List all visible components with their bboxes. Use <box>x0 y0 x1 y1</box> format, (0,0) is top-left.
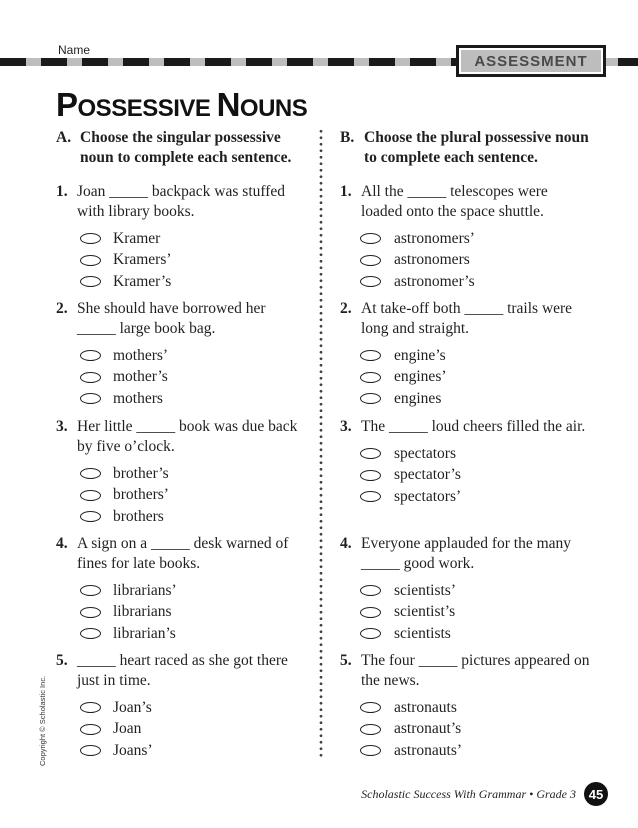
answer-option[interactable] <box>340 486 590 508</box>
answer-bubble-icon[interactable] <box>80 468 101 479</box>
section-a <box>56 128 306 759</box>
column-divider <box>319 128 323 760</box>
answer-option[interactable] <box>56 740 306 762</box>
answer-option[interactable] <box>340 388 590 410</box>
question-b4 <box>340 534 590 645</box>
answer-option[interactable] <box>340 228 590 250</box>
question-number: 5. <box>340 652 352 669</box>
answer-option[interactable] <box>56 602 306 624</box>
answer-bubble-icon[interactable] <box>80 255 101 266</box>
answer-bubble-icon[interactable] <box>360 607 381 618</box>
answer-bubble-icon[interactable] <box>80 372 101 383</box>
answer-option-label: Kramer’s <box>113 272 172 290</box>
question-b1 <box>340 182 590 293</box>
title-initial-p: P <box>56 86 78 123</box>
answer-option[interactable] <box>56 485 306 507</box>
question-number: 4. <box>340 535 352 552</box>
answer-bubble-icon[interactable] <box>80 724 101 735</box>
answer-option-label: Joans’ <box>113 741 153 759</box>
answer-option-label: astronomers <box>394 251 470 269</box>
answer-option[interactable] <box>56 271 306 293</box>
question-b3 <box>340 417 590 508</box>
answer-bubble-icon[interactable] <box>360 372 381 383</box>
answer-option-label: astronauts <box>394 698 457 716</box>
answer-option[interactable] <box>340 345 590 367</box>
assessment-badge-label: ASSESSMENT <box>461 50 601 72</box>
answer-option-label: astronomer’s <box>394 272 475 290</box>
answer-option-label: Joan’s <box>113 698 152 716</box>
answer-option[interactable] <box>340 580 590 602</box>
question-number: 2. <box>56 300 68 317</box>
question-stem: All the _____ telescopes were loaded onto the space shuttle. <box>361 183 548 220</box>
answer-option[interactable] <box>56 228 306 250</box>
answer-option-label: brothers’ <box>113 486 169 504</box>
question-b2 <box>340 299 590 410</box>
assessment-badge <box>456 45 606 77</box>
question-stem: A sign on a _____ desk warned of fines for late books. <box>77 535 289 572</box>
answer-bubble-icon[interactable] <box>80 702 101 713</box>
page-title <box>56 86 307 124</box>
question-number: 3. <box>340 418 352 435</box>
answer-option[interactable] <box>56 345 306 367</box>
section-a-instruction <box>56 128 306 168</box>
question-stem: The four _____ pictures appeared on the news. <box>361 652 590 689</box>
answer-option[interactable] <box>340 623 590 645</box>
question-number: 1. <box>56 183 68 200</box>
answer-option[interactable] <box>56 697 306 719</box>
answer-bubble-icon[interactable] <box>360 255 381 266</box>
answer-bubble-icon[interactable] <box>360 585 381 596</box>
answer-bubble-icon[interactable] <box>360 702 381 713</box>
question-stem: Her little _____ book was due back by five o’clock. <box>77 418 298 455</box>
section-b <box>340 128 590 759</box>
answer-option[interactable] <box>56 719 306 741</box>
answer-bubble-icon[interactable] <box>80 233 101 244</box>
answer-option[interactable] <box>340 250 590 272</box>
question-number: 2. <box>340 300 352 317</box>
answer-bubble-icon[interactable] <box>360 350 381 361</box>
answer-option-label: engines’ <box>394 368 447 386</box>
answer-bubble-icon[interactable] <box>360 745 381 756</box>
answer-option-label: scientists <box>394 624 451 642</box>
answer-bubble-icon[interactable] <box>80 276 101 287</box>
answer-option-label: Joan <box>113 720 142 738</box>
question-a5 <box>56 651 306 762</box>
question-a4 <box>56 534 306 645</box>
answer-option[interactable] <box>340 271 590 293</box>
answer-bubble-icon[interactable] <box>360 628 381 639</box>
answer-option[interactable] <box>56 250 306 272</box>
question-stem: _____ heart raced as she got there just in time. <box>77 652 288 689</box>
section-a-instruction-text: Choose the singular possessive noun to complete each sentence. <box>80 129 292 166</box>
answer-option[interactable] <box>56 623 306 645</box>
footer-book-title: Scholastic Success With Grammar • Grade 3 <box>361 787 576 801</box>
answer-option-label: spectators’ <box>394 487 462 505</box>
answer-option-label: scientist’s <box>394 603 456 621</box>
answer-option-label: brothers <box>113 507 164 525</box>
answer-bubble-icon[interactable] <box>80 393 101 404</box>
answer-option-label: librarians <box>113 603 172 621</box>
section-b-instruction <box>340 128 590 168</box>
answer-option[interactable] <box>56 463 306 485</box>
answer-option[interactable] <box>340 719 590 741</box>
answer-bubble-icon[interactable] <box>80 350 101 361</box>
answer-option-label: scientists’ <box>394 581 456 599</box>
question-stem: She should have borrowed her _____ large book bag. <box>77 300 266 337</box>
question-stem: At take-off both _____ trails were long and straight. <box>361 300 573 337</box>
answer-option-label: spectator’s <box>394 466 461 484</box>
answer-option-label: astronomers’ <box>394 229 475 247</box>
answer-bubble-icon[interactable] <box>360 448 381 459</box>
title-rest-ossessive: OSSESSIVE <box>77 95 211 122</box>
answer-bubble-icon[interactable] <box>360 233 381 244</box>
answer-bubble-icon[interactable] <box>360 491 381 502</box>
answer-bubble-icon[interactable] <box>360 724 381 735</box>
question-stem: Joan _____ backpack was stuffed with library books. <box>77 183 286 220</box>
question-number: 5. <box>56 652 68 669</box>
answer-option-label: Kramers’ <box>113 251 172 269</box>
answer-option-label: mothers’ <box>113 346 169 364</box>
title-initial-n: N <box>216 86 240 123</box>
question-a2 <box>56 299 306 410</box>
name-label: Name <box>58 43 91 57</box>
answer-option-label: librarians’ <box>113 581 177 599</box>
answer-option[interactable] <box>340 443 590 465</box>
question-a1 <box>56 182 306 293</box>
answer-bubble-icon[interactable] <box>80 511 101 522</box>
answer-bubble-icon[interactable] <box>360 470 381 481</box>
answer-option[interactable] <box>340 465 590 487</box>
answer-option-label: astronauts’ <box>394 741 463 759</box>
answer-option[interactable] <box>340 367 590 389</box>
title-rest-ouns: OUNS <box>239 95 308 122</box>
answer-option[interactable] <box>340 697 590 719</box>
header-dash-strip <box>0 58 458 66</box>
answer-option-label: librarian’s <box>113 624 176 642</box>
question-b5 <box>340 651 590 762</box>
page-number: 45 <box>584 782 608 806</box>
answer-bubble-icon[interactable] <box>80 585 101 596</box>
answer-bubble-icon[interactable] <box>80 628 101 639</box>
answer-bubble-icon[interactable] <box>80 745 101 756</box>
answer-option-label: brother’s <box>113 464 169 482</box>
answer-option-label: Kramer <box>113 229 161 247</box>
answer-bubble-icon[interactable] <box>360 276 381 287</box>
section-a-letter: A. <box>56 129 72 146</box>
answer-option-label: astronaut’s <box>394 720 462 738</box>
answer-option[interactable] <box>56 506 306 528</box>
answer-bubble-icon[interactable] <box>360 393 381 404</box>
section-b-instruction-text: Choose the plural possessive noun to complete each sentence. <box>364 129 589 166</box>
answer-option[interactable] <box>56 580 306 602</box>
answer-option[interactable] <box>340 740 590 762</box>
answer-bubble-icon[interactable] <box>80 490 101 501</box>
answer-option-label: engine’s <box>394 346 446 364</box>
question-stem: Everyone applauded for the many _____ good work. <box>361 535 572 572</box>
answer-option-label: mothers <box>113 389 163 407</box>
answer-option[interactable] <box>340 602 590 624</box>
question-number: 1. <box>340 183 352 200</box>
answer-option[interactable] <box>56 367 306 389</box>
question-stem: The _____ loud cheers filled the air. <box>361 418 586 435</box>
answer-option-label: mother’s <box>113 368 168 386</box>
copyright-notice: Copyright © Scholastic Inc. <box>38 675 47 766</box>
section-b-letter: B. <box>340 129 355 146</box>
answer-option-label: spectators <box>394 444 456 462</box>
question-a3 <box>56 417 306 528</box>
question-number: 4. <box>56 535 68 552</box>
header-dash-strip-right <box>606 58 638 66</box>
answer-bubble-icon[interactable] <box>80 607 101 618</box>
answer-option-label: engines <box>394 389 442 407</box>
question-number: 3. <box>56 418 68 435</box>
answer-option[interactable] <box>56 388 306 410</box>
